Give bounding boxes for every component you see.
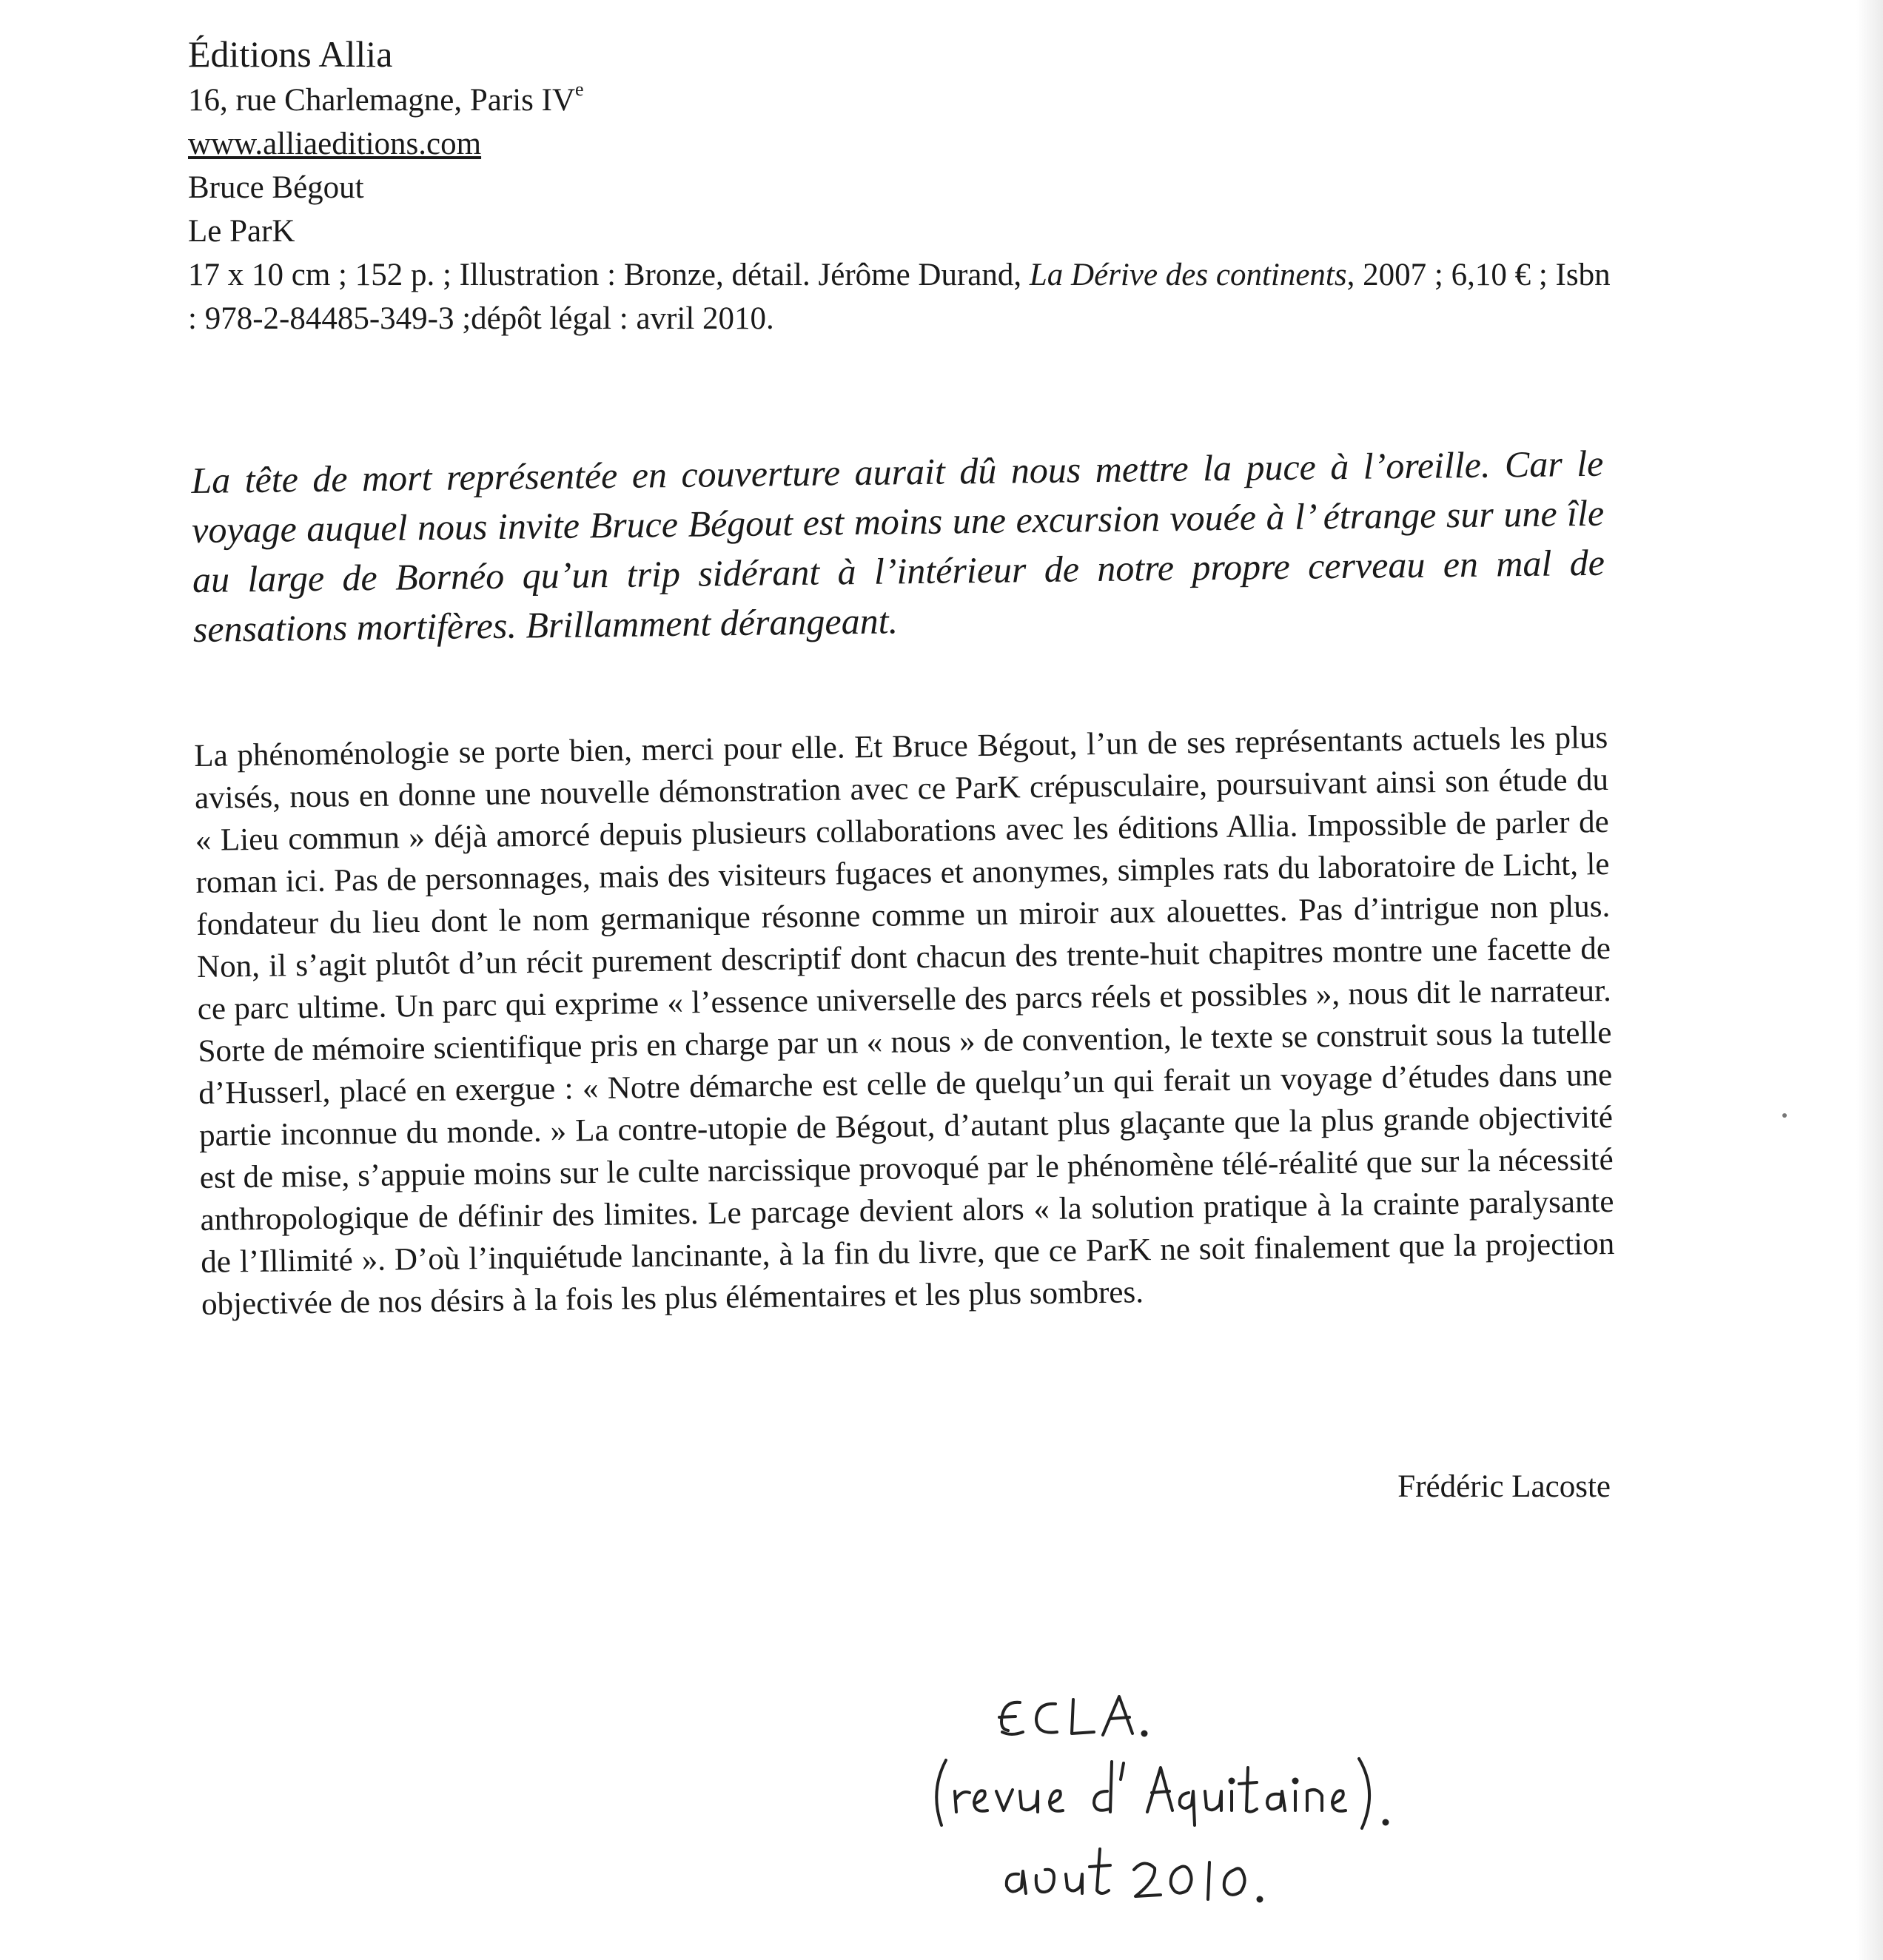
address-superscript: e xyxy=(575,78,584,100)
specs-artwork-title: La Dérive des continents xyxy=(1029,258,1347,292)
bibliographic-header xyxy=(188,30,1654,340)
handwriting-drawing xyxy=(925,1680,1517,1932)
lead-paragraph: La tête de mort représentée en couverture aurait dû nous mettre la puce à l’oreille. Car le voyage auquel nous invite Bruce Bégout est moins une excursion vouée à l’ étrange sur une île au large de Bornéo qu’un trip sidérant à l’intérieur de notre propre cerveau en mal de sensations mortifères. Brillamment dérangeant. xyxy=(191,442,1605,650)
specs-part-2: , 2007 ; 6,10 € ; Isbn : 978-2-84485-349-3 ;dépôt légal : avril 2010. xyxy=(188,258,1611,336)
publisher-website-link[interactable]: www.alliaeditions.com xyxy=(188,127,482,161)
scan-right-edge xyxy=(1856,0,1883,1960)
book-specifications xyxy=(188,253,1617,340)
specs-part-1: 17 x 10 cm ; 152 p. ; Illustration : Bronze, détail. Jérôme Durand, xyxy=(188,258,1030,292)
handwritten-annotation xyxy=(925,1680,1517,1932)
review-signature: Frédéric Lacoste xyxy=(1397,1469,1611,1504)
publisher-address xyxy=(188,78,1654,122)
book-title: Le ParK xyxy=(188,214,295,249)
handwritten-line-1 xyxy=(1517,1680,1518,1681)
handwritten-line-2 xyxy=(1517,1680,1518,1681)
review-body: La phénoménologie se porte bien, merci pour elle. Et Bruce Bégout, l’un de ses représentants actuels les plus avisés, nous en donne une nouvelle démonstration avec ce ParK crépusculaire, poursuivant ainsi son étude du « Lieu commun » déjà amorcé depuis plusieurs collaborations avec les éditions Allia. Impossible de parler de roman ici. Pas de personnages, mais des visiteurs fugaces et anonymes, simples rats du laboratoire de Licht, le fondateur du lieu dont le nom germanique résonne comme un miroir aux alouettes. Pas d’intrigue non plus. Non, il s’agit plutôt d’un récit purement descriptif dont chacun des trente-huit chapitres montre une facette de ce parc ultime. Un parc qui exprime « l’essence universelle des parcs réels et possibles », nous dit le narrateur. Sorte de mémoire scientifique pris en charge par un « nous » de convention, le texte se construit sous la tutelle d’Husserl, placé en exergue : « Notre démarche est celle de quelqu’un qui ferait un voyage d’études dans une partie inconnue du monde. » La contre-utopie de Bégout, d’autant plus glaçante que la plus grande objectivité est de mise, s’appuie moins sur le culte narcissique provoqué par le phénomène télé-réalité que sur la nécessité anthropologique de définir des limites. Le parcage devient alors « la solution pratique à la crainte paralysante de l’Illimité ». D’où l’inquiétude lancinante, à la fin du livre, que ce ParK ne soit finalement que la projection objectivée de nos désirs à la fois les plus élémentaires et les plus sombres. xyxy=(194,719,1615,1322)
publisher-name: Éditions Allia xyxy=(188,33,393,75)
scan-speck xyxy=(1782,1113,1787,1118)
handwritten-line-3 xyxy=(1517,1680,1518,1681)
book-author: Bruce Bégout xyxy=(188,170,364,205)
address-text: 16, rue Charlemagne, Paris IV xyxy=(188,83,576,118)
